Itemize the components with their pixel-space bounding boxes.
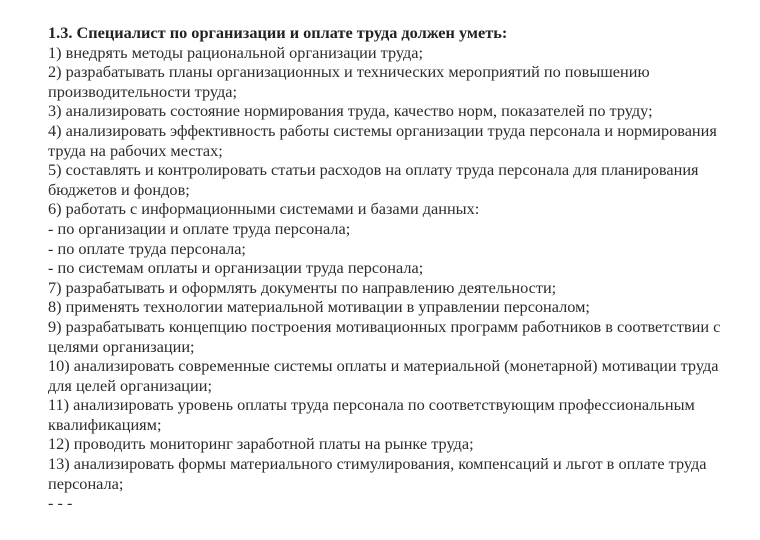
list-item: 1) внедрять методы рациональной организации труда; [48, 42, 424, 62]
list-item: 3) анализировать состояние нормирования труда, качество норм, показателей по труду; [48, 101, 653, 121]
sub-list-item: - по системам оплаты и организации труда персонала; [48, 258, 424, 278]
list-item: 4) анализировать эффективность работы системы организации труда персонала и нормирования труда на рабочих местах; [48, 120, 717, 160]
list-item: 2) разрабатывать планы организационных и технических мероприятий по повышению производительности труда; [48, 62, 650, 101]
sub-list-item: - по организации и оплате труда персонала; [48, 218, 351, 238]
list-item: 9) разрабатывать концепцию построения мотивационных программ работников в соответствии с целями организации; [48, 316, 721, 356]
section-heading: 1.3. Специалист по организации и оплате труда должен уметь: [48, 23, 508, 42]
document-body [48, 23, 738, 513]
list-item: 11) анализировать уровень оплаты труда персонала по соответствующим профессиональным квалификациям; [48, 395, 695, 434]
list-item: 7) разрабатывать и оформлять документы по направлению деятельности; [48, 277, 557, 297]
list-item: 8) применять технологии материальной мотивации в управлении персоналом; [48, 297, 590, 317]
sub-list-item: - по оплате труда персонала; [48, 238, 246, 258]
list-item: 12) проводить мониторинг заработной платы на рынке труда; [48, 434, 474, 454]
list-item: 5) составлять и контролировать статьи расходов на оплату труда персонала для планирования бюджетов и фондов; [48, 160, 699, 199]
list-item: 13) анализировать формы материального стимулирования, компенсаций и льгот в оплате труда персонала; [48, 454, 707, 493]
list-item: 10) анализировать современные системы оплаты и материальной (монетарной) мотивации труда для целей организации; [48, 356, 719, 395]
list-item: 6) работать с информационными системами и базами данных: [48, 199, 480, 219]
truncation-marker: - - - [48, 493, 73, 513]
